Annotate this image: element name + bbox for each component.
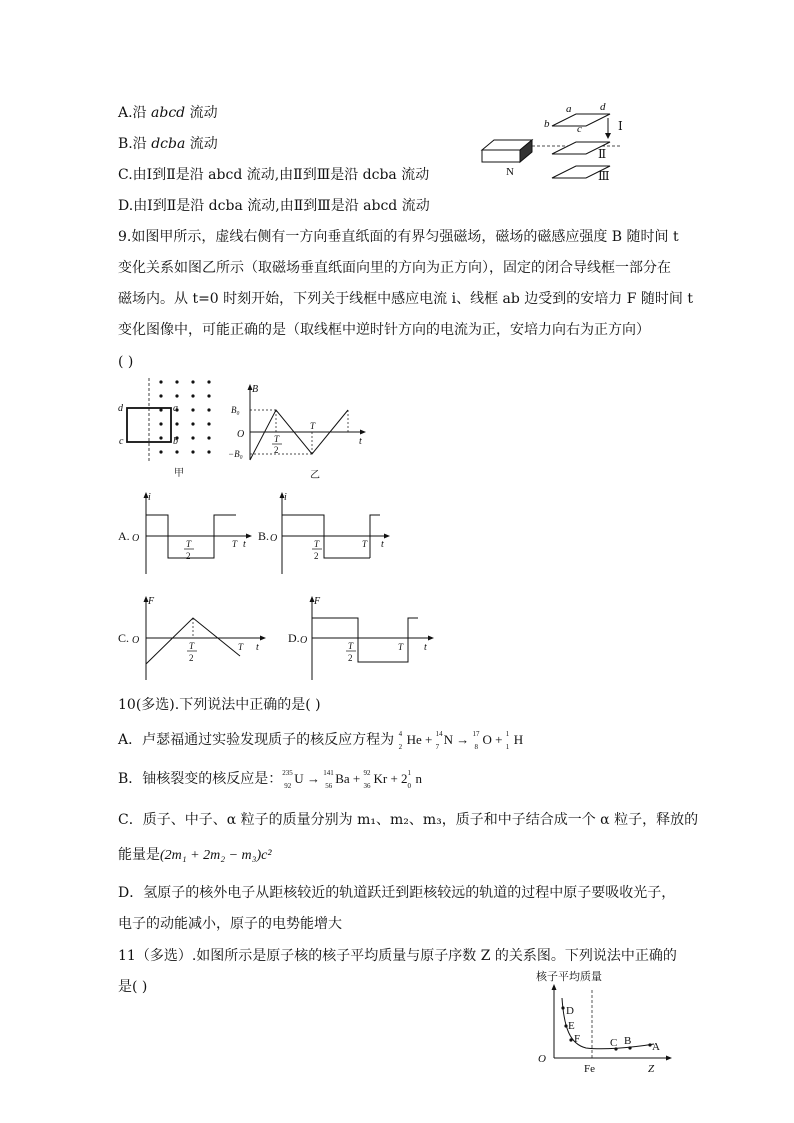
axis-label-t: t xyxy=(359,436,362,447)
option-label-b: B. xyxy=(258,529,270,543)
tick-half-t-den: 2 xyxy=(186,551,191,561)
axis-label-f: F xyxy=(148,596,155,607)
field-dot xyxy=(175,380,178,383)
field-dot xyxy=(191,450,194,453)
origin-label: O xyxy=(237,429,245,440)
option-label-a: A. xyxy=(118,529,130,543)
q8-option-a xyxy=(118,104,218,122)
tick-t: T xyxy=(232,539,238,549)
origin-label: O xyxy=(132,635,140,646)
option-text: 沿 xyxy=(132,105,152,121)
tick-fe: Fe xyxy=(584,1063,595,1075)
option-text: 由Ⅰ到Ⅱ是沿 abcd 流动,由Ⅱ到Ⅲ是沿 dcba 流动 xyxy=(132,167,430,183)
option-path: abcd xyxy=(151,105,186,121)
label-d: d xyxy=(118,403,123,414)
origin-label: O xyxy=(270,533,278,544)
point-a: A xyxy=(652,1041,660,1053)
axis-label-i: i xyxy=(148,492,151,503)
axis-label-t: t xyxy=(381,539,384,550)
origin-label: O xyxy=(300,635,308,646)
axis-label-f: F xyxy=(314,596,321,607)
label-a: a xyxy=(566,103,572,115)
tick-neg-b0: −B₀ xyxy=(228,449,243,459)
field-dot xyxy=(207,436,210,439)
q11-line-1: 11（多选）.如图所示是原子核的核子平均质量与原子序数 Z 的关系图。下列说法中正确的 xyxy=(118,948,677,964)
label-c: c xyxy=(119,436,124,447)
q9-graph-b xyxy=(258,490,398,580)
option-path: dcba xyxy=(151,136,186,152)
q9-graph-a xyxy=(118,490,258,580)
q9-line-1: 9.如图甲所示，虚线右侧有一方向垂直纸面的有界匀强磁场，磁场的磁感应强度 B 随时间 t xyxy=(118,229,679,245)
q10-option-d-line-1: D．氢原子的核外电子从距核较近的轨道跃迁到距核较远的轨道的过程中原子要吸收光子， xyxy=(118,885,676,901)
field-dot xyxy=(175,450,178,453)
q11-line-2: 是( ) xyxy=(118,979,148,995)
axis-label-t: t xyxy=(424,642,427,653)
option-letter: B. xyxy=(118,136,133,152)
label-a: a xyxy=(173,403,178,414)
rutherford-equation: 4 2 He + 14 7 N → 17 8 O + 1 1 H xyxy=(398,730,524,751)
point-c: C xyxy=(610,1037,618,1049)
label-d: d xyxy=(600,101,606,113)
field-dot xyxy=(191,422,194,425)
q8-option-d xyxy=(118,197,430,215)
field-dot xyxy=(159,394,162,397)
tick-t: T xyxy=(238,642,244,652)
q10-option-c-line-2 xyxy=(118,846,272,865)
field-dot xyxy=(175,394,178,397)
q9-line-3: 磁场内。从 t=0 时刻开始，下列关于线框中感应电流 i、线框 ab 边受到的安培力 F 随时间 t xyxy=(118,291,693,307)
origin-label: O xyxy=(538,1053,546,1065)
q8-magnet-figure xyxy=(480,100,640,190)
point-e: E xyxy=(568,1020,575,1032)
option-letter: D. xyxy=(118,198,134,214)
field-dot xyxy=(207,422,210,425)
field-dot xyxy=(159,380,162,383)
origin-label: O xyxy=(132,533,140,544)
tick-t: T xyxy=(310,421,316,431)
label-n-pole: N xyxy=(506,166,514,178)
q10-option-b xyxy=(118,770,422,788)
option-letter: C. xyxy=(118,167,133,183)
label-loop-2: Ⅱ xyxy=(598,147,607,161)
q10-option-a xyxy=(118,731,523,749)
field-dot xyxy=(207,450,210,453)
tick-half-t-num: T xyxy=(314,539,320,549)
label-b: b xyxy=(173,436,178,447)
option-a-text: A．卢瑟福通过实验发现质子的核反应方程为 xyxy=(118,732,399,748)
axis-label-t: t xyxy=(243,539,246,550)
point-b: B xyxy=(624,1035,632,1047)
q10-option-c-line-1: C．质子、中子、α 粒子的质量分别为 m₁、m₂、m₃，质子和中子结合成一个 α 粒子，释放的 xyxy=(118,812,699,828)
q8-option-b xyxy=(118,135,218,153)
axis-label-t: t xyxy=(256,642,259,653)
option-text: 流动 xyxy=(185,105,218,121)
label-loop-1: Ⅰ xyxy=(618,119,623,133)
q9-figure-yi xyxy=(228,382,373,482)
label-b: b xyxy=(544,118,550,130)
field-dot xyxy=(207,394,210,397)
field-dot xyxy=(191,436,194,439)
field-dot xyxy=(191,408,194,411)
q8-option-c xyxy=(118,166,429,184)
figure-caption-jia: 甲 xyxy=(174,468,184,479)
q9-figure-jia xyxy=(115,378,220,478)
axis-label-mass: 核子平均质量 xyxy=(536,971,602,983)
mass-energy-formula: (2m₁ + 2m₂ − m₃)c² xyxy=(160,848,272,863)
q11-binding-figure xyxy=(530,970,680,1078)
q9-line-2: 变化关系如图乙所示（取磁场垂直纸面向里的方向为正方向），固定的闭合导线框一部分在 xyxy=(118,260,671,276)
q10-title: 10(多选).下列说法中正确的是( ) xyxy=(118,697,321,713)
q9-graph-c xyxy=(118,594,268,684)
field-dot xyxy=(159,436,162,439)
option-text: 沿 xyxy=(132,136,152,152)
tick-half-t-num: T xyxy=(274,434,280,444)
option-letter: A. xyxy=(118,105,133,121)
tick-half-t-num: T xyxy=(186,539,192,549)
tick-t: T xyxy=(398,642,404,652)
option-c-energy-label: 能量是 xyxy=(118,847,160,863)
field-dot xyxy=(175,422,178,425)
field-dot xyxy=(159,422,162,425)
option-label-c: C. xyxy=(118,631,130,645)
q9-graph-d xyxy=(288,594,438,684)
field-dot xyxy=(207,408,210,411)
tick-half-t-den: 2 xyxy=(348,653,353,663)
tick-half-t-den: 2 xyxy=(189,653,194,663)
option-label-d: D. xyxy=(288,631,300,645)
q9-answer-paren: ( ) xyxy=(118,354,134,370)
point-d: D xyxy=(566,1005,574,1017)
tick-b0: B₀ xyxy=(231,405,240,415)
field-dot xyxy=(191,394,194,397)
q10-option-d-line-2: 电子的动能减小，原子的电势能增大 xyxy=(118,916,342,932)
tick-half-t-num: T xyxy=(348,641,354,651)
uranium-fission-equation: 235 92 U → 141 56 Ba + 92 36 Kr + 2 1 0 n xyxy=(282,769,423,790)
q9-line-4: 变化图像中，可能正确的是（取线框中逆时针方向的电流为正，安培力向右为正方向） xyxy=(118,322,650,338)
option-text: 流动 xyxy=(185,136,218,152)
axis-label-i: i xyxy=(284,492,287,503)
axis-label-b: B xyxy=(252,384,259,395)
figure-caption-yi: 乙 xyxy=(310,470,320,481)
option-text: 由Ⅰ到Ⅱ是沿 dcba 流动,由Ⅱ到Ⅲ是沿 abcd 流动 xyxy=(133,198,430,214)
tick-half-t-num: T xyxy=(189,641,195,651)
field-dot xyxy=(159,450,162,453)
label-loop-3: Ⅲ xyxy=(598,169,610,183)
field-dot xyxy=(207,380,210,383)
axis-label-z: Z xyxy=(648,1063,655,1075)
field-dot xyxy=(191,380,194,383)
option-b-text: B．铀核裂变的核反应是： xyxy=(118,771,283,787)
tick-half-t-den: 2 xyxy=(314,551,319,561)
point-f: F xyxy=(574,1033,581,1045)
tick-half-t-den: 2 xyxy=(274,445,279,455)
tick-t: T xyxy=(362,539,368,549)
label-c: c xyxy=(577,123,582,135)
